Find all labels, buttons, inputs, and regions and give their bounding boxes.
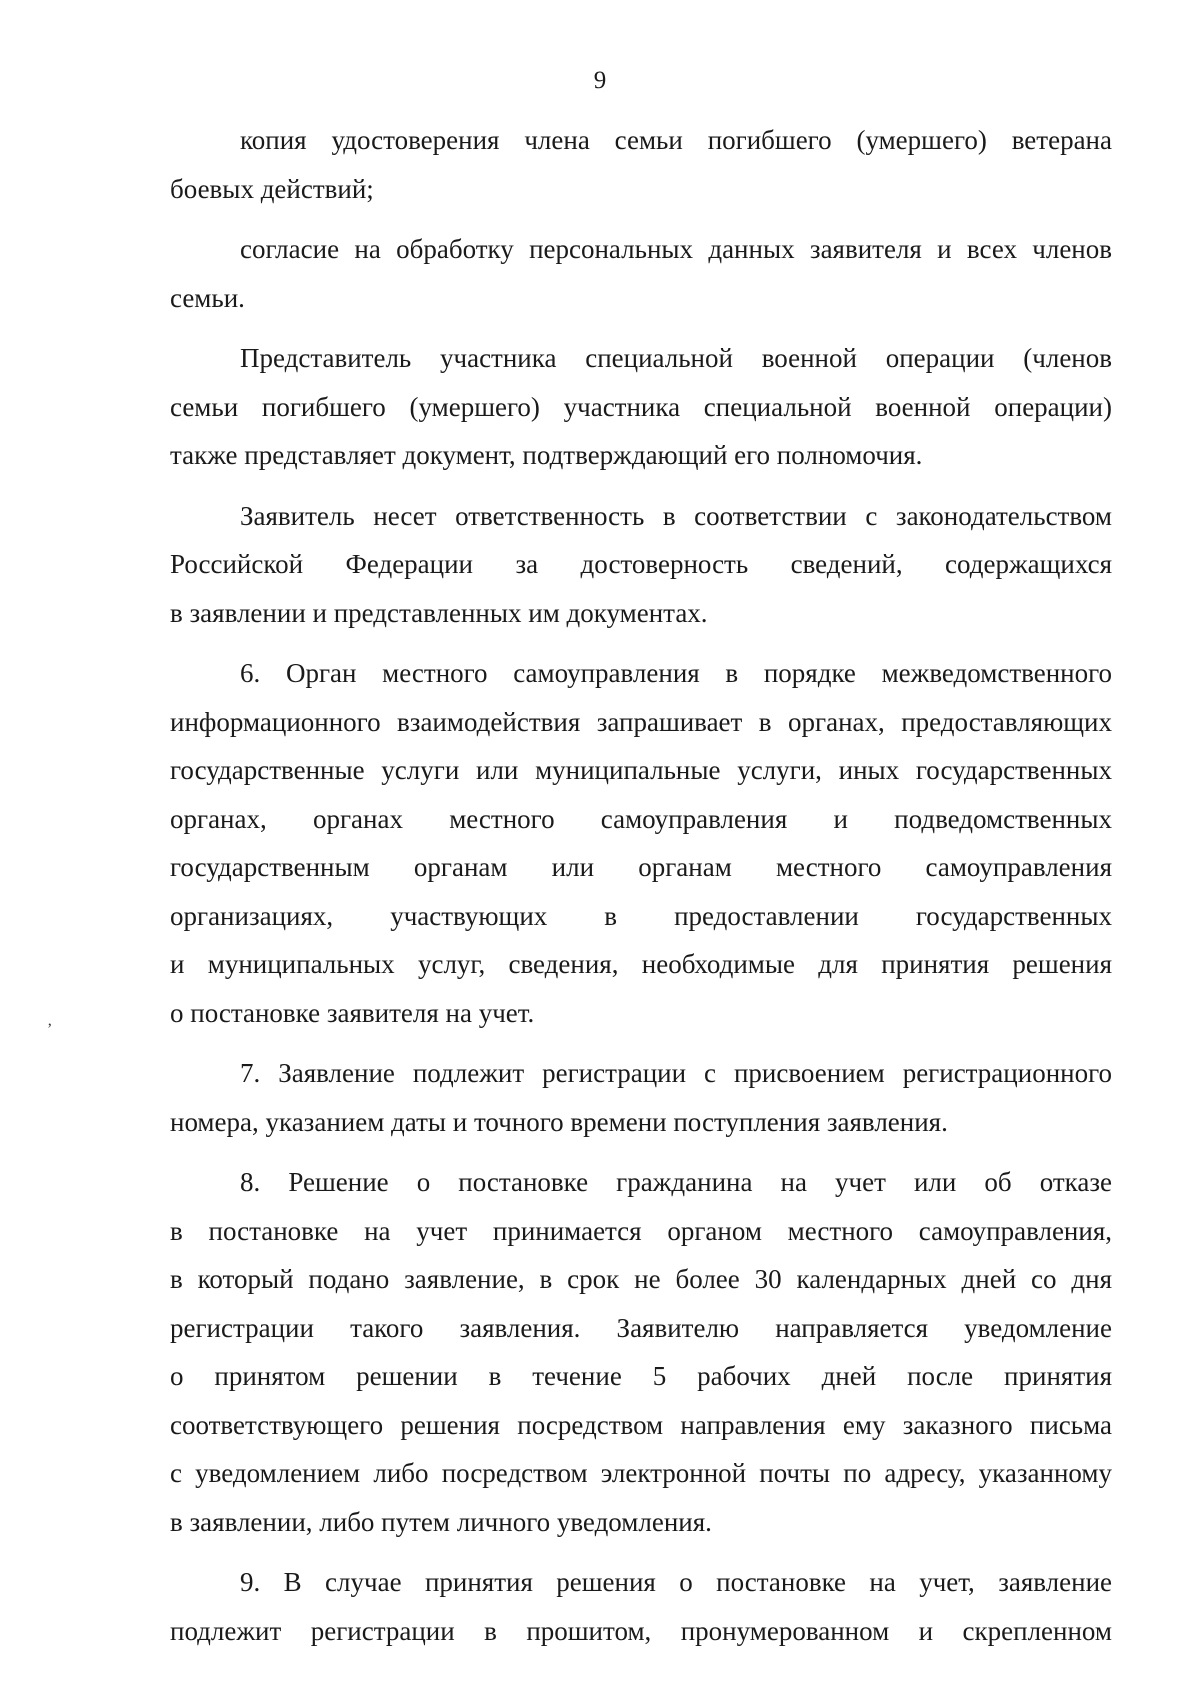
text-line: государственные услуги или муниципальные услуги, иных государственных bbox=[170, 755, 1112, 785]
text-line: регистрации такого заявления. Заявителю направляется уведомление bbox=[170, 1312, 1112, 1343]
text-line: также представляет документ, подтверждающий его полномочия. bbox=[170, 440, 923, 470]
text-line: Российской Федерации за достоверность сведений, содержащихся bbox=[170, 549, 1112, 579]
paragraph-item-8 bbox=[170, 1158, 1112, 1546]
paragraph-item-6 bbox=[170, 649, 1112, 1037]
paragraph-personal-data-consent bbox=[170, 225, 1112, 322]
text-line: и муниципальных услуг, сведения, необходимые для принятия решения bbox=[170, 949, 1112, 979]
text-line: государственным органам или органам местного самоуправления bbox=[170, 852, 1112, 882]
paragraph-item-9 bbox=[170, 1558, 1112, 1655]
text-line: 9. В случае принятия решения о постановке на учет, заявление bbox=[240, 1567, 1112, 1597]
text-line: информационного взаимодействия запрашивает в органах, предоставляющих bbox=[170, 706, 1112, 737]
document-body bbox=[170, 116, 1112, 1667]
text-line: семьи погибшего (умершего) участника специальной военной операции) bbox=[170, 391, 1112, 422]
text-line: в заявлении, либо путем личного уведомления. bbox=[170, 1506, 712, 1537]
text-line: семьи. bbox=[170, 282, 245, 313]
paragraph-representative-authority bbox=[170, 334, 1112, 480]
text-line: боевых действий; bbox=[170, 173, 374, 204]
text-line: соответствующего решения посредством направления ему заказного письма bbox=[170, 1409, 1112, 1440]
text-line: в постановке на учет принимается органом местного самоуправления, bbox=[170, 1215, 1112, 1246]
page-number: 9 bbox=[593, 67, 607, 94]
text-line: 6. Орган местного самоуправления в порядке межведомственного bbox=[240, 658, 1112, 688]
paragraph-item-7 bbox=[170, 1049, 1112, 1146]
text-line: 8. Решение о постановке гражданина на учет или об отказе bbox=[240, 1167, 1112, 1197]
text-line: в который подано заявление, в срок не более 30 календарных дней со дня bbox=[170, 1264, 1112, 1294]
paragraph-applicant-responsibility bbox=[170, 492, 1112, 638]
scan-speck-mark: ’ bbox=[47, 1021, 53, 1038]
text-line: согласие на обработку персональных данных заявителя и всех членов bbox=[240, 234, 1112, 264]
text-line: Заявитель несет ответственность в соответствии с законодательством bbox=[240, 500, 1112, 531]
text-line: 7. Заявление подлежит регистрации с присвоением регистрационного bbox=[240, 1058, 1112, 1088]
text-line: организациях, участвующих в предоставлении государственных bbox=[170, 900, 1112, 931]
text-line: о постановке заявителя на учет. bbox=[170, 997, 535, 1028]
text-line: о принятом решении в течение 5 рабочих дней после принятия bbox=[170, 1361, 1112, 1391]
text-line: копия удостоверения члена семьи погибшего (умершего) ветерана bbox=[240, 125, 1112, 155]
text-line: подлежит регистрации в прошитом, пронумерованном и скрепленном bbox=[170, 1615, 1112, 1646]
text-line: в заявлении и представленных им документах. bbox=[170, 597, 708, 628]
text-line: с уведомлением либо посредством электронной почты по адресу, указанному bbox=[170, 1458, 1112, 1488]
paragraph-veteran-family-id bbox=[170, 116, 1112, 213]
text-line: номера, указанием даты и точного времени поступления заявления. bbox=[170, 1106, 948, 1137]
text-line: органах, органах местного самоуправления и подведомственных bbox=[170, 803, 1112, 834]
text-line: Представитель участника специальной военной операции (членов bbox=[240, 343, 1112, 373]
